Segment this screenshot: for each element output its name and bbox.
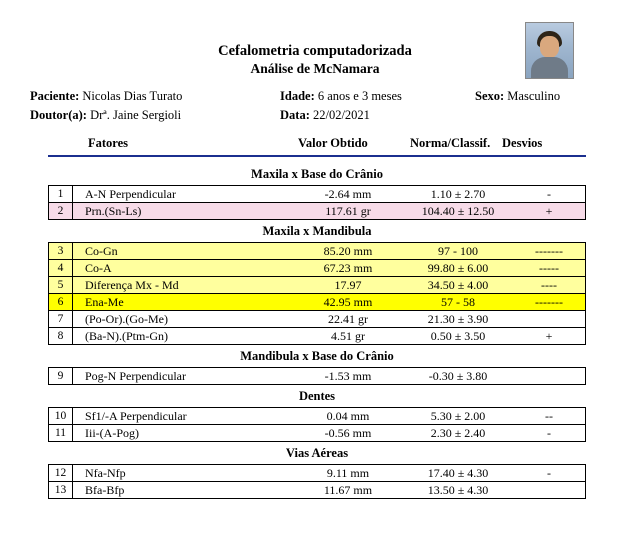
table-row[interactable] <box>49 260 585 277</box>
patient-info <box>30 88 600 126</box>
row-factor: Bfa-Bfp <box>85 483 125 497</box>
row-deviation: -- <box>545 409 553 423</box>
table-row[interactable] <box>49 203 585 220</box>
table-row[interactable] <box>49 482 585 499</box>
row-value: 11.67 mm <box>323 483 373 497</box>
row-number: 3 <box>49 243 73 259</box>
sex-cell <box>475 88 600 105</box>
table-column-headers <box>30 136 600 152</box>
row-factor: Sf1/-A Perpendicular <box>85 409 187 423</box>
patient-info-row-1 <box>30 88 600 105</box>
date-cell <box>280 107 475 124</box>
row-number: 13 <box>49 482 73 498</box>
row-value: 9.11 mm <box>326 466 370 480</box>
row-deviation <box>513 311 585 327</box>
row-value: 85.20 mm <box>323 244 373 258</box>
row-value: 22.41 gr <box>328 312 368 326</box>
row-deviation: + <box>545 204 553 218</box>
row-deviation: ----- <box>539 261 559 275</box>
row-number: 1 <box>49 186 73 202</box>
section-title: Dentes <box>298 389 336 403</box>
row-factor: Nfa-Nfp <box>85 466 126 480</box>
header-rule <box>48 155 586 157</box>
row-factor: (Po-Or).(Go-Me) <box>85 312 168 326</box>
row-value: 67.23 mm <box>323 261 373 275</box>
table-row[interactable] <box>49 425 585 442</box>
age-label: Idade: <box>280 89 315 103</box>
row-number: 8 <box>49 328 73 344</box>
row-value: 0.04 mm <box>326 409 370 423</box>
row-deviation: ---- <box>541 278 557 292</box>
row-factor: Pog-N Perpendicular <box>85 369 186 383</box>
report-title-block <box>0 42 630 77</box>
row-deviation <box>513 368 585 384</box>
doctor-cell <box>30 107 280 124</box>
table-row[interactable] <box>49 277 585 294</box>
date-value: 22/02/2021 <box>312 108 370 122</box>
row-deviation: - <box>547 187 551 201</box>
age-value: 6 anos e 3 meses <box>317 89 402 103</box>
row-number: 9 <box>49 368 73 384</box>
row-factor: Iii-(A-Pog) <box>85 426 139 440</box>
table-row[interactable] <box>49 408 585 425</box>
row-number: 4 <box>49 260 73 276</box>
report-subtitle: Análise de McNamara <box>250 61 380 76</box>
info-spacer <box>475 107 600 124</box>
row-deviation: - <box>547 426 551 440</box>
row-value: 42.95 mm <box>323 295 373 309</box>
table-row[interactable] <box>49 243 585 260</box>
row-value: 4.51 gr <box>331 329 365 343</box>
section-title: Maxila x Mandibula <box>262 224 372 238</box>
row-norm: 17.40 ± 4.30 <box>427 466 489 480</box>
row-norm: 104.40 ± 12.50 <box>421 204 495 218</box>
column-header-factor: Fatores <box>88 136 129 150</box>
table-row[interactable] <box>49 311 585 328</box>
table-row[interactable] <box>49 186 585 203</box>
row-norm: 1.10 ± 2.70 <box>430 187 486 201</box>
patient-info-row-2 <box>30 107 600 124</box>
row-number: 6 <box>49 294 73 310</box>
table-row[interactable] <box>49 465 585 482</box>
measurements-table <box>48 163 586 499</box>
row-factor: (Ba-N).(Ptm-Gn) <box>85 329 168 343</box>
table-row[interactable] <box>49 368 585 385</box>
sex-value: Masculino <box>507 89 561 103</box>
row-norm: 13.50 ± 4.30 <box>427 483 489 497</box>
row-factor: Co-A <box>85 261 112 275</box>
column-header-value: Valor Obtido <box>298 136 368 150</box>
row-number: 11 <box>49 425 73 441</box>
row-norm: 21.30 ± 3.90 <box>427 312 489 326</box>
row-norm: 97 - 100 <box>438 244 478 258</box>
row-number: 12 <box>49 465 73 481</box>
row-value: -2.64 mm <box>324 187 372 201</box>
age-cell <box>280 88 475 105</box>
row-factor: Diferença Mx - Md <box>85 278 179 292</box>
row-factor: Ena-Me <box>85 295 124 309</box>
row-number: 2 <box>49 203 73 219</box>
patient-name-cell <box>30 88 280 105</box>
doctor-label: Doutor(a): <box>30 108 87 122</box>
row-norm: -0.30 ± 3.80 <box>428 369 488 383</box>
column-header-deviation: Desvios <box>502 136 543 150</box>
row-deviation: - <box>547 466 551 480</box>
row-factor: Prn.(Sn-Ls) <box>85 204 142 218</box>
section-title: Mandibula x Base do Crânio <box>240 349 394 363</box>
patient-label: Paciente: <box>30 89 80 103</box>
section-rows <box>48 407 586 442</box>
row-number: 10 <box>49 408 73 424</box>
row-norm: 2.30 ± 2.40 <box>430 426 486 440</box>
table-row[interactable] <box>49 294 585 311</box>
row-norm: 0.50 ± 3.50 <box>430 329 486 343</box>
section-rows <box>48 367 586 385</box>
row-number: 5 <box>49 277 73 293</box>
section-title: Maxila x Base do Crânio <box>251 167 383 181</box>
row-deviation: ------- <box>535 244 563 258</box>
row-factor: A-N Perpendicular <box>85 187 176 201</box>
section-rows <box>48 464 586 499</box>
report-title: Cefalometria computadorizada <box>218 43 412 59</box>
row-value: -0.56 mm <box>324 426 372 440</box>
column-header-norm: Norma/Classif. <box>410 136 491 150</box>
row-norm: 99.80 ± 6.00 <box>427 261 489 275</box>
row-number: 7 <box>49 311 73 327</box>
section-title: Vias Aéreas <box>285 446 349 460</box>
row-deviation <box>513 482 585 498</box>
row-norm: 5.30 ± 2.00 <box>430 409 486 423</box>
row-deviation: + <box>545 329 553 343</box>
row-deviation: ------- <box>535 295 563 309</box>
doctor-value: Drª. Jaine Sergioli <box>90 108 182 122</box>
row-factor: Co-Gn <box>85 244 118 258</box>
sex-label: Sexo: <box>475 89 505 103</box>
section-rows <box>48 185 586 220</box>
date-label: Data: <box>280 108 310 122</box>
row-norm: 34.50 ± 4.00 <box>427 278 489 292</box>
row-value: -1.53 mm <box>324 369 372 383</box>
patient-value: Nicolas Dias Turato <box>82 89 183 103</box>
section-rows <box>48 242 586 345</box>
table-row[interactable] <box>49 328 585 345</box>
row-value: 117.61 gr <box>325 204 371 218</box>
row-norm: 57 - 58 <box>441 295 475 309</box>
row-value: 17.97 <box>334 278 362 292</box>
